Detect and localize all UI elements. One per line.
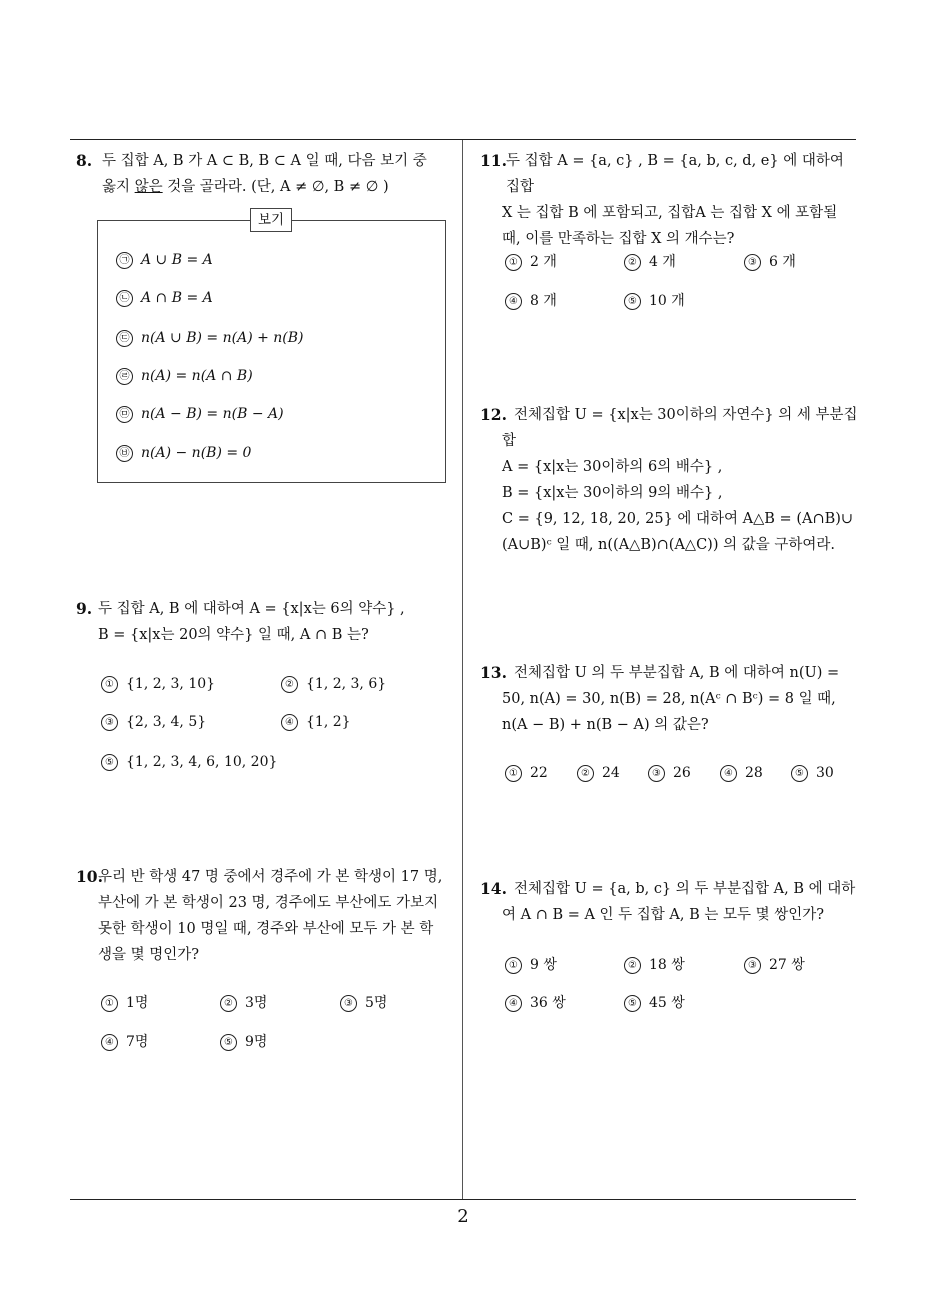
question-text-line: n(A − B) + n(B − A) 의 값은? [502,717,709,733]
answer-option[interactable]: ④ 7명 [101,1031,148,1051]
answer-option[interactable]: ⑤ 9명 [220,1031,267,1051]
option-number-mark: ③ [744,254,761,271]
answer-option[interactable]: ⑤ 10 개 [624,290,685,310]
option-number-mark: ① [101,995,118,1012]
question-10 [76,864,458,968]
answer-option[interactable]: ① 9 쌍 [505,954,557,974]
option-number-mark: ㉥ [116,445,133,462]
question-12 [480,402,862,558]
question-text-line: 우리 반 학생 47 명 중에서 경주에 가 본 학생이 17 명, [98,869,443,885]
question-number: 8. [76,151,93,170]
option-number-mark: ⑤ [101,754,118,771]
page-number: 2 [457,1206,469,1227]
emphasis-underline: 않은 [134,179,163,195]
answer-option[interactable]: ② 24 [577,765,620,782]
question-8 [76,148,458,200]
question-text-line: B = {x|x는 30이하의 9의 배수} , [502,485,723,501]
option-number-mark: ㉢ [116,330,133,347]
question-text-line: 부산에 가 본 학생이 23 명, 경주에도 부산에도 가보지 [98,895,439,911]
option-number-mark: ⑤ [791,765,808,782]
option-number-mark: ④ [505,995,522,1012]
option-number-mark: ③ [340,995,357,1012]
example-item: ㉡ A ∩ B = A [116,290,213,307]
example-item: ㉥ n(A) − n(B) = 0 [116,445,251,462]
example-item: ㉤ n(A − B) = n(B − A) [116,406,284,423]
question-text-line: 두 집합 A, B 에 대하여 A = {x|x는 6의 약수} , [98,601,405,617]
question-11 [480,148,862,252]
question-text-line: 두 집합 A = {a, c} , B = {a, b, c, d, e} 에 대하여 집합 [506,153,844,195]
answer-option[interactable]: ② 18 쌍 [624,954,685,974]
question-text-line: B = {x|x는 20의 약수} 일 때, A ∩ B 는? [98,627,369,643]
option-number-mark: ⑤ [624,995,641,1012]
question-text-line: A = {x|x는 30이하의 6의 배수} , [502,459,723,475]
answer-option[interactable]: ① 22 [505,765,548,782]
option-number-mark: ② [624,957,641,974]
example-box-title: 보기 [250,208,292,232]
question-9 [76,596,458,648]
question-text-line: 전체집합 U = {a, b, c} 의 두 부분집합 A, B 에 대하 [514,881,856,897]
option-number-mark: ④ [281,714,298,731]
question-text-line: (A∪B)ᶜ 일 때, n((A△B)∩(A△C)) 의 값을 구하여라. [502,537,835,553]
question-text-line: X 는 집합 B 에 포함되고, 집합A 는 집합 X 에 포함될 [502,205,838,221]
answer-option[interactable]: ③ {2, 3, 4, 5} [101,714,206,731]
answer-option[interactable]: ③ 5명 [340,992,387,1012]
answer-option[interactable]: ④ 28 [720,765,763,782]
option-number-mark: ① [505,957,522,974]
question-14 [480,876,862,928]
answer-option[interactable]: ④ 36 쌍 [505,992,566,1012]
option-number-mark: ① [101,676,118,693]
option-number-mark: ㉤ [116,406,133,423]
answer-option[interactable]: ③ 26 [648,765,691,782]
question-number: 11. [480,151,507,170]
answer-option[interactable]: ⑤ 45 쌍 [624,992,685,1012]
option-number-mark: ㉣ [116,368,133,385]
answer-option[interactable]: ③ 6 개 [744,251,796,271]
option-number-mark: ㉡ [116,290,133,307]
option-number-mark: ③ [744,957,761,974]
top-rule [70,139,856,140]
answer-option[interactable]: ① {1, 2, 3, 10} [101,676,215,693]
answer-option[interactable]: ③ 27 쌍 [744,954,805,974]
example-item: ㉣ n(A) = n(A ∩ B) [116,368,253,385]
answer-option[interactable]: ④ {1, 2} [281,714,351,731]
question-text-line: 여 A ∩ B = A 인 두 집합 A, B 는 모두 몇 쌍인가? [502,907,825,923]
option-number-mark: ④ [505,293,522,310]
option-number-mark: ④ [101,1034,118,1051]
answer-option[interactable]: ② 3명 [220,992,267,1012]
answer-option[interactable]: ② 4 개 [624,251,676,271]
answer-option[interactable]: ⑤ {1, 2, 3, 4, 6, 10, 20} [101,754,277,771]
option-number-mark: ⑤ [624,293,641,310]
question-text-line: 두 집합 A, B 가 A ⊂ B, B ⊂ A 일 때, 다음 보기 중 [102,153,427,169]
answer-option[interactable]: ① 2 개 [505,251,557,271]
question-number: 14. [480,879,507,898]
question-text-line: 전체집합 U = {x|x는 30이하의 자연수} 의 세 부분집 [514,407,858,423]
answer-option[interactable]: ⑤ 30 [791,765,834,782]
answer-option[interactable]: ① 1명 [101,992,148,1012]
option-number-mark: ② [577,765,594,782]
question-text-line: C = {9, 12, 18, 20, 25} 에 대하여 A△B = (A∩B)∪ [502,511,854,527]
question-number: 12. [480,405,507,424]
bottom-rule [70,1199,856,1200]
question-text-line: 생을 몇 명인가? [98,947,200,963]
question-number: 10. [76,867,103,886]
column-divider [462,140,463,1200]
answer-option[interactable]: ④ 8 개 [505,290,557,310]
option-number-mark: ② [220,995,237,1012]
question-text-line: 전체집합 U 의 두 부분집합 A, B 에 대하여 n(U) = [514,665,840,681]
option-number-mark: ㉠ [116,252,133,269]
question-text-line: 때, 이를 만족하는 집합 X 의 개수는? [502,231,735,247]
option-number-mark: ① [505,254,522,271]
question-text-line: 50, n(A) = 30, n(B) = 28, n(Aᶜ ∩ Bᶜ) = 8 일 때, [502,691,836,707]
question-text-line: 옳지 않은 것을 골라라. (단, A ≠ ∅, B ≠ ∅ ) [102,179,389,195]
option-number-mark: ⑤ [220,1034,237,1051]
option-number-mark: ① [505,765,522,782]
answer-option[interactable]: ② {1, 2, 3, 6} [281,676,386,693]
question-text-line: 못한 학생이 10 명일 때, 경주와 부산에 모두 가 본 학 [98,921,434,937]
option-number-mark: ③ [648,765,665,782]
example-item: ㉠ A ∪ B = A [116,252,213,269]
question-text-line: 합 [502,433,517,449]
question-number: 9. [76,599,93,618]
question-13 [480,660,862,738]
option-number-mark: ② [281,676,298,693]
example-item: ㉢ n(A ∪ B) = n(A) + n(B) [116,330,304,347]
option-number-mark: ③ [101,714,118,731]
question-number: 13. [480,663,507,682]
option-number-mark: ② [624,254,641,271]
option-number-mark: ④ [720,765,737,782]
